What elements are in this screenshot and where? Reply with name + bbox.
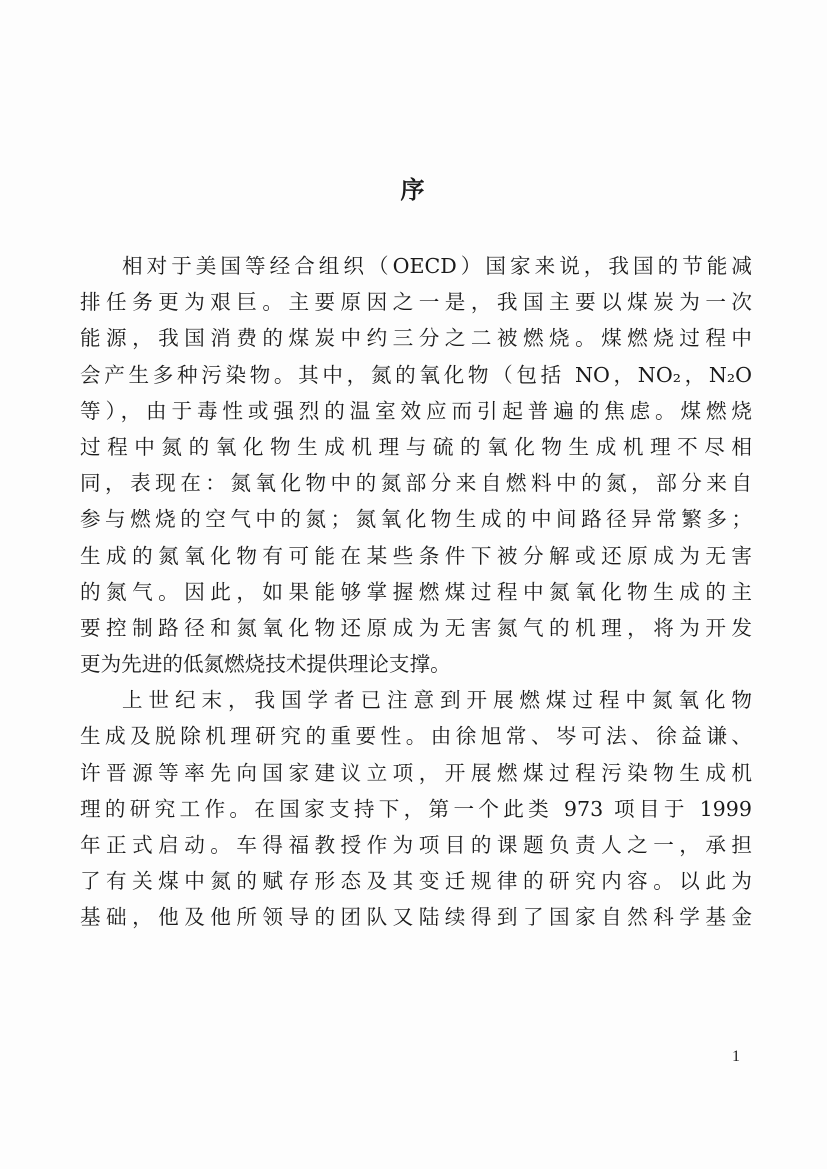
text-line: 能源，我国消费的煤炭中约三分之二被燃烧。煤燃烧过程中: [80, 326, 752, 351]
text-line: 参与燃烧的空气中的氮；氮氧化物生成的中间路径异常繁多；: [80, 507, 752, 532]
paragraph: [80, 248, 752, 682]
text-line: 相对于美国等经合组织（OECD）国家来说，我国的节能减: [122, 254, 752, 278]
text-line: 年正式启动。车得福教授作为项目的课题负责人之一，承担: [80, 833, 752, 857]
text-line: 更为先进的低氮燃烧技术提供理论支撑。: [80, 652, 451, 677]
text-line: 许晋源等率先向国家建议立项，开展燃煤过程污染物生成机: [80, 760, 752, 785]
body-text: [80, 248, 752, 936]
text-line: 同，表现在：氮氧化物中的氮部分来自燃料中的氮，部分来自: [80, 471, 752, 496]
text-line: 会产生多种污染物。其中，氮的氧化物（包括 NO，NO₂，N₂O: [80, 362, 752, 387]
paragraph: [80, 682, 752, 935]
text-line: 等），由于毒性或强烈的温室效应而引起普遍的焦虑。煤燃烧: [80, 398, 752, 423]
text-line: 生成及脱除机理研究的重要性。由徐旭常、岑可法、徐益谦、: [80, 724, 752, 749]
text-line: 理的研究工作。在国家支持下，第一个此类 973 项目于 1999: [80, 796, 752, 821]
text-line: 了有关煤中氮的赋存形态及其变迁规律的研究内容。以此为: [80, 869, 752, 894]
text-line: 上世纪末，我国学者已注意到开展燃煤过程中氮氧化物: [122, 688, 752, 713]
text-line: 要控制路径和氮氧化物还原成为无害氮气的机理，将为开发: [80, 615, 752, 640]
text-line: 过程中氮的氧化物生成机理与硫的氧化物生成机理不尽相: [80, 434, 752, 459]
text-line: 的氮气。因此，如果能够掌握燃煤过程中氮氧化物生成的主: [80, 579, 752, 604]
page-title: 序: [400, 175, 427, 204]
text-line: 排任务更为艰巨。主要原因之一是，我国主要以煤炭为一次: [80, 290, 752, 315]
text-line: 基础，他及他所领导的团队又陆续得到了国家自然科学基金: [80, 905, 752, 930]
page-number: 1: [732, 1048, 740, 1065]
text-line: 生成的氮氧化物有可能在某些条件下被分解或还原成为无害: [80, 543, 752, 568]
